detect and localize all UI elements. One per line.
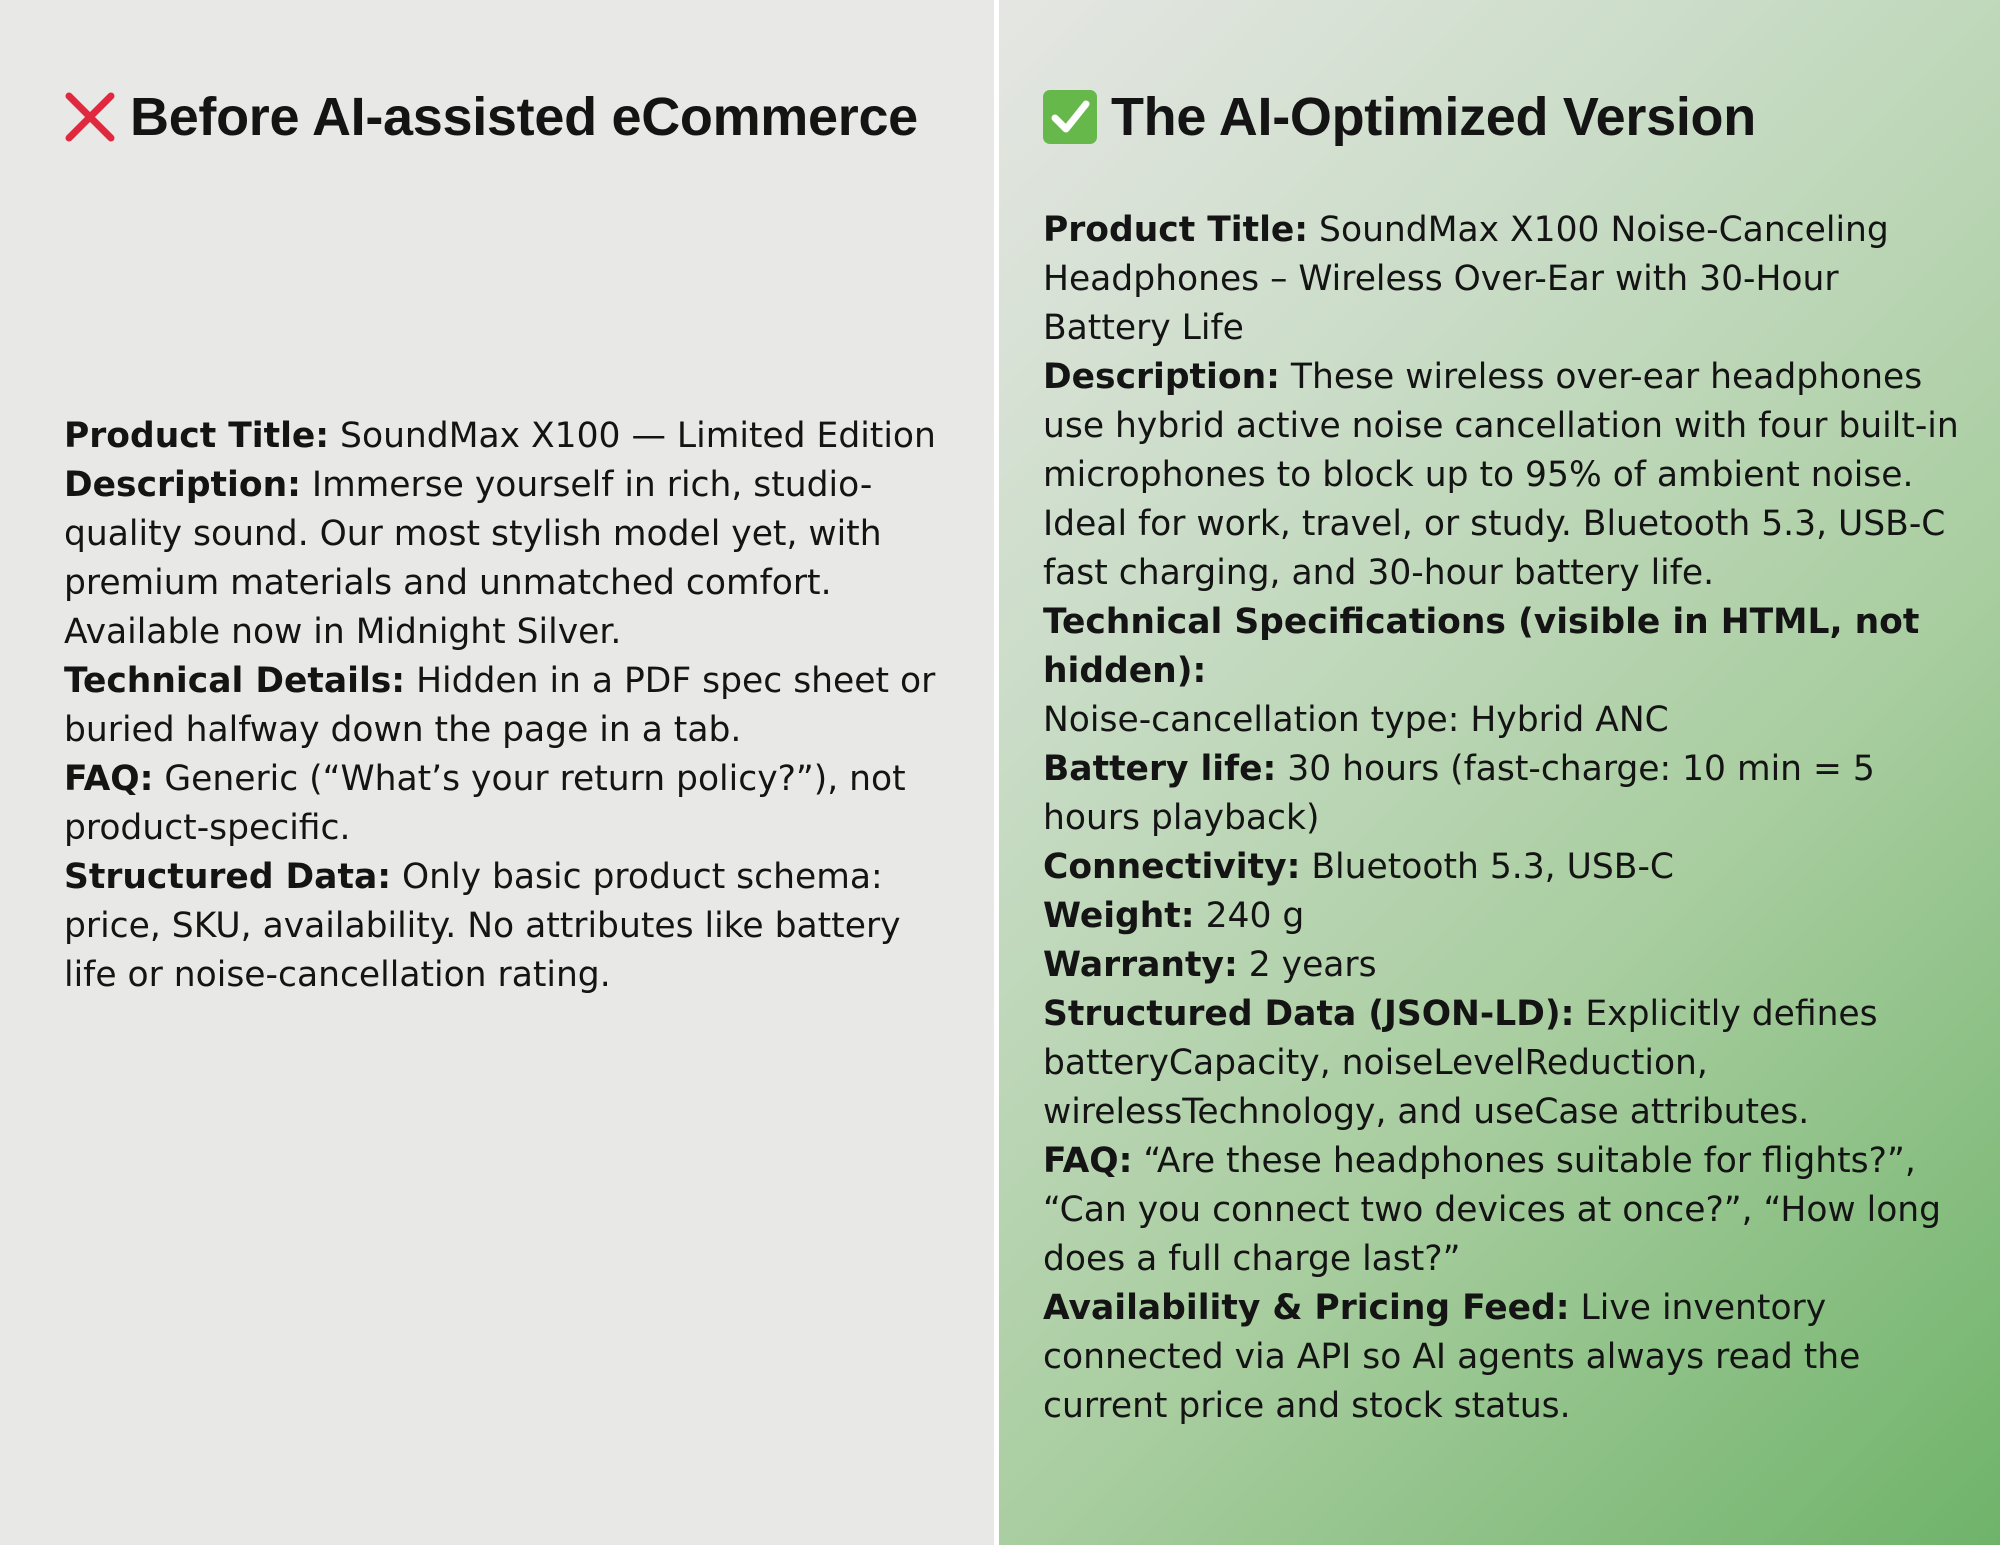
cross-mark-icon [64, 91, 116, 143]
field-value: Generic (“What’s your return policy?”), not product-specific. [64, 759, 906, 848]
after-weight [1043, 892, 1963, 941]
field-label: Product Title: [64, 416, 330, 456]
after-noise-cancellation [1043, 696, 1963, 745]
field-value: Live inventory connected via API so AI agents always read the current price and stock status. [1043, 1288, 1861, 1426]
field-label: Technical Details: [64, 661, 406, 701]
after-panel [999, 0, 2000, 1545]
field-label: FAQ: [64, 759, 154, 799]
field-label: Weight: [1043, 896, 1195, 936]
field-value: These wireless over-ear headphones use hybrid active noise cancellation with four built-in microphones to block up to 95% of ambient noise. Ideal for work, travel, or study. Bluetooth 5.3, USB-C fast charging, and 30-hour battery life. [1043, 357, 1959, 593]
after-connectivity [1043, 843, 1963, 892]
field-label: Product Title: [1043, 210, 1309, 250]
field-label: Warranty: [1043, 945, 1238, 985]
after-product-title [1043, 206, 1963, 353]
before-faq [64, 755, 944, 853]
field-value: “Are these headphones suitable for flights?”, “Can you connect two devices at once?”, “How long does a full charge last?” [1043, 1141, 1942, 1279]
field-label: Description: [1043, 357, 1280, 397]
after-technical-specs-heading [1043, 598, 1963, 696]
field-value: Only basic product schema: price, SKU, availability. No attributes like battery life or noise-cancellation rating. [64, 857, 901, 995]
before-technical-details [64, 657, 944, 755]
field-label: Battery life: [1043, 749, 1277, 789]
field-value: 240 g [1194, 896, 1305, 936]
check-mark-icon [1043, 90, 1097, 144]
after-heading [1043, 86, 1756, 148]
after-title: The AI-Optimized Version [1111, 87, 1756, 147]
field-label: Availability & Pricing Feed: [1043, 1288, 1570, 1328]
after-structured-data [1043, 990, 1963, 1137]
field-value: Explicitly defines batteryCapacity, noiseLevelReduction, wirelessTechnology, and useCase attributes. [1043, 994, 1878, 1132]
field-label: Structured Data: [64, 857, 392, 897]
after-details [1043, 206, 1963, 1431]
after-faq [1043, 1137, 1963, 1284]
field-value: Immerse yourself in rich, studio-quality sound. Our most stylish model yet, with premium materials and unmatched comfort. Available now in Midnight Silver. [64, 465, 882, 652]
field-value: Noise-cancellation type: Hybrid ANC [1043, 700, 1669, 740]
before-details [64, 412, 944, 1000]
field-value: SoundMax X100 — Limited Edition [329, 416, 936, 456]
after-description [1043, 353, 1963, 598]
after-warranty [1043, 941, 1963, 990]
field-label: Connectivity: [1043, 847, 1301, 887]
before-heading [64, 86, 918, 148]
field-label: Technical Specifications (visible in HTML, not hidden): [1043, 602, 1920, 691]
before-product-title [64, 412, 944, 461]
after-battery-life [1043, 745, 1963, 843]
before-panel [0, 0, 994, 1545]
field-label: Structured Data (JSON-LD): [1043, 994, 1575, 1034]
field-label: Description: [64, 465, 301, 505]
before-structured-data [64, 853, 944, 1000]
field-value: Bluetooth 5.3, USB-C [1300, 847, 1674, 887]
after-availability-pricing [1043, 1284, 1963, 1431]
field-value: SoundMax X100 Noise-Canceling Headphones – Wireless Over-Ear with 30-Hour Battery Life [1043, 210, 1889, 348]
field-value: 30 hours (fast-charge: 10 min = 5 hours playback) [1043, 749, 1875, 838]
field-label: FAQ: [1043, 1141, 1133, 1181]
before-description [64, 461, 944, 657]
field-value: 2 years [1237, 945, 1377, 985]
before-title: Before AI-assisted eCommerce [130, 87, 918, 147]
field-value: Hidden in a PDF spec sheet or buried halfway down the page in a tab. [64, 661, 936, 750]
